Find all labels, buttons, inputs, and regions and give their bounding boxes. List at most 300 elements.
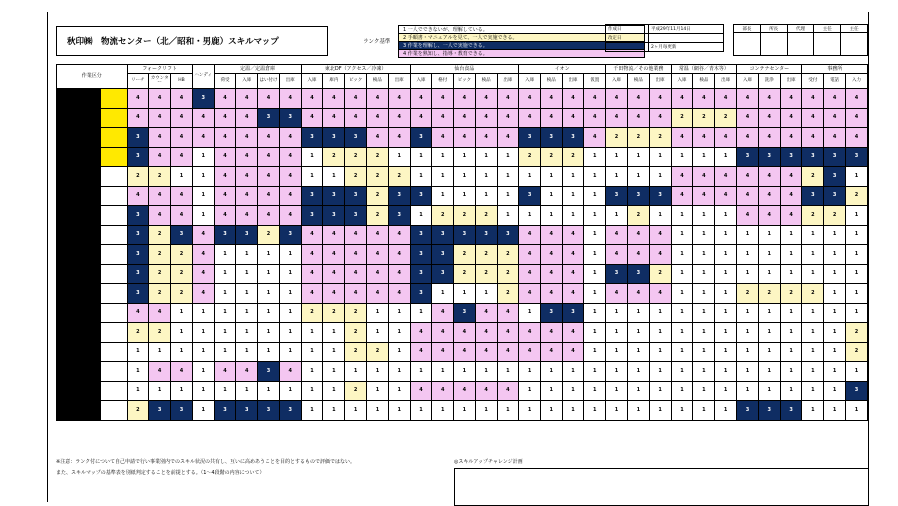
skill-rank-cell[interactable]: 1	[845, 245, 867, 265]
skill-rank-cell[interactable]: 2	[671, 108, 693, 128]
skill-rank-cell[interactable]: 4	[432, 323, 454, 343]
skill-rank-cell[interactable]: 1	[323, 167, 345, 187]
skill-rank-cell[interactable]: 4	[388, 245, 410, 265]
skill-rank-cell[interactable]: 1	[519, 362, 541, 382]
skill-rank-cell[interactable]: 1	[171, 323, 193, 343]
skill-rank-cell[interactable]: 1	[649, 381, 671, 401]
skill-rank-cell[interactable]: 1	[367, 323, 389, 343]
skill-rank-cell[interactable]: 4	[475, 128, 497, 148]
skill-rank-cell[interactable]: 1	[497, 362, 519, 382]
skill-rank-cell[interactable]: 1	[693, 284, 715, 304]
skill-rank-cell[interactable]: 3	[845, 147, 867, 167]
skill-rank-cell[interactable]: 1	[540, 206, 562, 226]
skill-rank-cell[interactable]: 4	[454, 342, 476, 362]
skill-rank-cell[interactable]: 1	[540, 401, 562, 421]
skill-rank-cell[interactable]: 2	[149, 284, 171, 304]
skill-rank-cell[interactable]: 1	[715, 225, 737, 245]
skill-rank-cell[interactable]: 1	[519, 381, 541, 401]
skill-rank-cell[interactable]: 1	[388, 401, 410, 421]
skill-rank-cell[interactable]: 4	[497, 381, 519, 401]
skill-rank-cell[interactable]: 1	[497, 401, 519, 421]
skill-rank-cell[interactable]: 2	[345, 167, 367, 187]
skill-rank-cell[interactable]: 3	[649, 186, 671, 206]
skill-rank-cell[interactable]: 2	[758, 284, 780, 304]
approval-stamp[interactable]	[787, 33, 814, 56]
skill-rank-cell[interactable]: 2	[454, 245, 476, 265]
skill-rank-cell[interactable]: 4	[301, 225, 323, 245]
skill-rank-cell[interactable]: 3	[519, 186, 541, 206]
skill-rank-cell[interactable]: 1	[258, 342, 280, 362]
skill-rank-cell[interactable]: 1	[192, 303, 214, 323]
skill-rank-cell[interactable]: 1	[432, 401, 454, 421]
skill-rank-cell[interactable]: 1	[693, 323, 715, 343]
skill-rank-cell[interactable]: 1	[737, 303, 759, 323]
skill-rank-cell[interactable]: 4	[410, 342, 432, 362]
skill-rank-cell[interactable]: 1	[671, 303, 693, 323]
skill-rank-cell[interactable]: 4	[540, 342, 562, 362]
skill-rank-cell[interactable]: 1	[715, 362, 737, 382]
skill-rank-cell[interactable]: 1	[758, 264, 780, 284]
skill-rank-cell[interactable]: 4	[214, 167, 236, 187]
skill-rank-cell[interactable]: 4	[627, 245, 649, 265]
skill-rank-cell[interactable]: 2	[149, 245, 171, 265]
skill-rank-cell[interactable]: 2	[149, 264, 171, 284]
skill-rank-cell[interactable]: 4	[780, 186, 802, 206]
skill-rank-cell[interactable]: 1	[214, 245, 236, 265]
skill-rank-cell[interactable]: 4	[758, 128, 780, 148]
skill-rank-cell[interactable]: 1	[214, 342, 236, 362]
skill-rank-cell[interactable]: 1	[345, 362, 367, 382]
skill-rank-cell[interactable]: 4	[519, 108, 541, 128]
skill-rank-cell[interactable]: 4	[236, 362, 258, 382]
skill-rank-cell[interactable]: 2	[171, 264, 193, 284]
skill-rank-cell[interactable]: 1	[192, 362, 214, 382]
skill-rank-cell[interactable]: 2	[497, 264, 519, 284]
skill-rank-cell[interactable]: 4	[258, 186, 280, 206]
skill-rank-cell[interactable]: 1	[584, 362, 606, 382]
skill-rank-cell[interactable]: 4	[649, 245, 671, 265]
skill-rank-cell[interactable]: 1	[475, 186, 497, 206]
skill-rank-cell[interactable]: 4	[279, 362, 301, 382]
skill-rank-cell[interactable]: 3	[454, 225, 476, 245]
skill-rank-cell[interactable]: 1	[475, 362, 497, 382]
skill-rank-cell[interactable]: 1	[519, 206, 541, 226]
skill-rank-cell[interactable]: 1	[388, 342, 410, 362]
skill-rank-cell[interactable]: 4	[519, 264, 541, 284]
skill-rank-cell[interactable]: 4	[715, 89, 737, 109]
skill-rank-cell[interactable]: 1	[301, 147, 323, 167]
skill-rank-cell[interactable]: 2	[323, 303, 345, 323]
skill-rank-cell[interactable]: 3	[562, 128, 584, 148]
skill-rank-cell[interactable]: 4	[127, 89, 149, 109]
skill-rank-cell[interactable]: 4	[367, 264, 389, 284]
skill-rank-cell[interactable]: 3	[410, 186, 432, 206]
skill-rank-cell[interactable]: 1	[715, 381, 737, 401]
skill-rank-cell[interactable]: 3	[824, 186, 846, 206]
skill-rank-cell[interactable]: 4	[236, 147, 258, 167]
skill-rank-cell[interactable]: 1	[279, 245, 301, 265]
skill-rank-cell[interactable]: 1	[606, 206, 628, 226]
skill-rank-cell[interactable]: 1	[671, 342, 693, 362]
skill-rank-cell[interactable]: 4	[519, 245, 541, 265]
skill-rank-cell[interactable]: 4	[737, 186, 759, 206]
skill-rank-cell[interactable]: 1	[693, 206, 715, 226]
skill-rank-cell[interactable]: 4	[171, 147, 193, 167]
skill-rank-cell[interactable]: 1	[584, 401, 606, 421]
skill-rank-cell[interactable]: 4	[562, 108, 584, 128]
skill-rank-cell[interactable]: 1	[127, 362, 149, 382]
approval-stamp[interactable]	[734, 33, 761, 56]
skill-rank-cell[interactable]: 1	[301, 167, 323, 187]
skill-rank-cell[interactable]: 1	[171, 381, 193, 401]
skill-rank-cell[interactable]: 1	[540, 381, 562, 401]
skill-rank-cell[interactable]: 1	[671, 206, 693, 226]
skill-rank-cell[interactable]: 3	[127, 284, 149, 304]
skill-rank-cell[interactable]: 4	[475, 323, 497, 343]
skill-rank-cell[interactable]: 1	[824, 303, 846, 323]
skill-rank-cell[interactable]: 2	[780, 284, 802, 304]
skill-rank-cell[interactable]: 4	[410, 381, 432, 401]
skill-rank-cell[interactable]: 2	[149, 323, 171, 343]
skill-rank-cell[interactable]: 1	[432, 362, 454, 382]
skill-rank-cell[interactable]: 3	[627, 186, 649, 206]
skill-rank-cell[interactable]: 1	[606, 401, 628, 421]
skill-rank-cell[interactable]: 3	[323, 186, 345, 206]
skill-rank-cell[interactable]: 4	[432, 89, 454, 109]
skill-rank-cell[interactable]: 3	[258, 401, 280, 421]
skill-rank-cell[interactable]: 4	[345, 108, 367, 128]
skill-rank-cell[interactable]: 4	[214, 362, 236, 382]
skill-rank-cell[interactable]: 1	[345, 401, 367, 421]
skill-rank-cell[interactable]: 2	[345, 381, 367, 401]
skill-rank-cell[interactable]: 3	[606, 186, 628, 206]
skill-rank-cell[interactable]: 1	[301, 362, 323, 382]
skill-rank-cell[interactable]: 1	[824, 264, 846, 284]
skill-rank-cell[interactable]: 1	[824, 342, 846, 362]
skill-rank-cell[interactable]: 3	[301, 206, 323, 226]
skill-rank-cell[interactable]: 4	[497, 303, 519, 323]
skill-rank-cell[interactable]: 4	[780, 128, 802, 148]
skill-rank-cell[interactable]: 3	[802, 147, 824, 167]
skill-rank-cell[interactable]: 2	[301, 303, 323, 323]
skill-rank-cell[interactable]: 3	[149, 401, 171, 421]
skill-rank-cell[interactable]: 3	[236, 401, 258, 421]
skill-rank-cell[interactable]: 1	[737, 323, 759, 343]
skill-rank-cell[interactable]: 4	[410, 108, 432, 128]
skill-rank-cell[interactable]: 2	[606, 128, 628, 148]
skill-rank-cell[interactable]: 4	[149, 206, 171, 226]
skill-rank-cell[interactable]: 3	[258, 362, 280, 382]
skill-rank-cell[interactable]: 1	[715, 284, 737, 304]
skill-rank-cell[interactable]: 4	[236, 89, 258, 109]
skill-rank-cell[interactable]: 1	[758, 245, 780, 265]
skill-rank-cell[interactable]: 1	[627, 167, 649, 187]
skill-rank-cell[interactable]: 1	[432, 186, 454, 206]
skill-rank-cell[interactable]: 4	[345, 245, 367, 265]
skill-rank-cell[interactable]: 1	[780, 381, 802, 401]
skill-rank-cell[interactable]: 4	[214, 147, 236, 167]
skill-rank-cell[interactable]: 4	[758, 206, 780, 226]
skill-rank-cell[interactable]: 1	[758, 225, 780, 245]
skill-rank-cell[interactable]: 1	[845, 401, 867, 421]
skill-rank-cell[interactable]: 1	[127, 342, 149, 362]
skill-rank-cell[interactable]: 2	[345, 323, 367, 343]
skill-rank-cell[interactable]: 2	[149, 167, 171, 187]
skill-rank-cell[interactable]: 2	[323, 147, 345, 167]
skill-rank-cell[interactable]: 4	[214, 89, 236, 109]
skill-rank-cell[interactable]: 1	[432, 147, 454, 167]
skill-rank-cell[interactable]: 2	[627, 206, 649, 226]
skill-rank-cell[interactable]: 4	[780, 89, 802, 109]
skill-rank-cell[interactable]: 4	[236, 206, 258, 226]
skill-rank-cell[interactable]: 1	[171, 342, 193, 362]
skill-rank-cell[interactable]: 1	[236, 245, 258, 265]
skill-rank-cell[interactable]: 4	[584, 108, 606, 128]
skill-rank-cell[interactable]: 1	[671, 323, 693, 343]
skill-rank-cell[interactable]: 1	[737, 264, 759, 284]
skill-rank-cell[interactable]: 2	[845, 323, 867, 343]
skill-rank-cell[interactable]: 1	[671, 245, 693, 265]
skill-rank-cell[interactable]: 1	[432, 167, 454, 187]
skill-rank-cell[interactable]: 4	[301, 284, 323, 304]
skill-rank-cell[interactable]: 1	[802, 264, 824, 284]
skill-rank-cell[interactable]: 2	[475, 264, 497, 284]
skill-rank-cell[interactable]: 1	[715, 323, 737, 343]
skill-rank-cell[interactable]: 1	[279, 381, 301, 401]
skill-rank-cell[interactable]: 4	[323, 264, 345, 284]
skill-rank-cell[interactable]: 4	[649, 89, 671, 109]
skill-rank-cell[interactable]: 3	[301, 128, 323, 148]
skill-rank-cell[interactable]: 1	[824, 323, 846, 343]
skill-rank-cell[interactable]: 4	[606, 225, 628, 245]
skill-rank-cell[interactable]: 4	[497, 128, 519, 148]
skill-rank-cell[interactable]: 1	[845, 206, 867, 226]
skill-rank-cell[interactable]: 4	[693, 186, 715, 206]
skill-rank-cell[interactable]: 1	[758, 381, 780, 401]
skill-rank-cell[interactable]: 1	[693, 264, 715, 284]
skill-rank-cell[interactable]: 1	[824, 284, 846, 304]
skill-rank-cell[interactable]: 1	[410, 401, 432, 421]
skill-rank-cell[interactable]: 1	[584, 264, 606, 284]
skill-rank-cell[interactable]: 4	[606, 245, 628, 265]
skill-rank-cell[interactable]: 1	[584, 147, 606, 167]
skill-rank-cell[interactable]: 2	[454, 264, 476, 284]
skill-rank-cell[interactable]: 1	[649, 206, 671, 226]
skill-rank-cell[interactable]: 1	[192, 342, 214, 362]
skill-rank-cell[interactable]: 1	[802, 362, 824, 382]
skill-rank-cell[interactable]: 4	[432, 128, 454, 148]
skill-rank-cell[interactable]: 1	[127, 381, 149, 401]
skill-rank-cell[interactable]: 3	[127, 264, 149, 284]
skill-rank-cell[interactable]: 1	[606, 362, 628, 382]
skill-rank-cell[interactable]: 4	[388, 264, 410, 284]
skill-rank-cell[interactable]: 4	[171, 186, 193, 206]
skill-rank-cell[interactable]: 4	[323, 89, 345, 109]
skill-rank-cell[interactable]: 4	[627, 89, 649, 109]
approval-stamp[interactable]	[814, 33, 841, 56]
skill-rank-cell[interactable]: 4	[127, 303, 149, 323]
skill-rank-cell[interactable]: 2	[258, 225, 280, 245]
skill-rank-cell[interactable]: 4	[214, 128, 236, 148]
skill-rank-cell[interactable]: 4	[627, 108, 649, 128]
skill-rank-cell[interactable]: 4	[715, 167, 737, 187]
skill-rank-cell[interactable]: 4	[562, 342, 584, 362]
skill-rank-cell[interactable]: 1	[192, 323, 214, 343]
skill-rank-cell[interactable]: 1	[606, 323, 628, 343]
skill-rank-cell[interactable]: 1	[758, 342, 780, 362]
skill-rank-cell[interactable]: 4	[519, 225, 541, 245]
skill-rank-cell[interactable]: 3	[627, 264, 649, 284]
skill-rank-cell[interactable]: 1	[562, 401, 584, 421]
skill-rank-cell[interactable]: 1	[497, 167, 519, 187]
skill-rank-cell[interactable]: 1	[279, 284, 301, 304]
skill-rank-cell[interactable]: 1	[540, 362, 562, 382]
skill-rank-cell[interactable]: 3	[192, 89, 214, 109]
skill-rank-cell[interactable]: 3	[758, 147, 780, 167]
skill-rank-cell[interactable]: 4	[737, 167, 759, 187]
skill-rank-cell[interactable]: 1	[802, 225, 824, 245]
skill-rank-cell[interactable]: 4	[824, 89, 846, 109]
skill-rank-cell[interactable]: 4	[737, 108, 759, 128]
skill-rank-cell[interactable]: 3	[345, 206, 367, 226]
skill-rank-cell[interactable]: 1	[737, 342, 759, 362]
skill-rank-cell[interactable]: 3	[410, 225, 432, 245]
skill-rank-cell[interactable]: 4	[171, 206, 193, 226]
skill-rank-cell[interactable]: 1	[475, 167, 497, 187]
skill-rank-cell[interactable]: 1	[824, 245, 846, 265]
skill-rank-cell[interactable]: 1	[236, 381, 258, 401]
skill-rank-cell[interactable]: 1	[192, 147, 214, 167]
skill-rank-cell[interactable]: 1	[562, 381, 584, 401]
skill-rank-cell[interactable]: 1	[824, 225, 846, 245]
skill-rank-cell[interactable]: 4	[454, 89, 476, 109]
skill-rank-cell[interactable]: 1	[715, 147, 737, 167]
skill-rank-cell[interactable]: 4	[279, 167, 301, 187]
skill-rank-cell[interactable]: 1	[323, 381, 345, 401]
skill-rank-cell[interactable]: 1	[671, 264, 693, 284]
skill-rank-cell[interactable]: 2	[497, 284, 519, 304]
skill-rank-cell[interactable]: 1	[584, 167, 606, 187]
skill-rank-cell[interactable]: 4	[737, 206, 759, 226]
skill-rank-cell[interactable]: 4	[258, 128, 280, 148]
skill-rank-cell[interactable]: 1	[693, 381, 715, 401]
skill-rank-cell[interactable]: 2	[127, 401, 149, 421]
skill-rank-cell[interactable]: 1	[584, 186, 606, 206]
skill-rank-cell[interactable]: 3	[345, 128, 367, 148]
skill-rank-cell[interactable]: 2	[845, 186, 867, 206]
skill-rank-cell[interactable]: 1	[758, 323, 780, 343]
skill-rank-cell[interactable]: 3	[410, 284, 432, 304]
skill-rank-cell[interactable]: 4	[780, 206, 802, 226]
skill-rank-cell[interactable]: 2	[367, 206, 389, 226]
skill-rank-cell[interactable]: 2	[802, 206, 824, 226]
skill-rank-cell[interactable]: 4	[279, 147, 301, 167]
skill-rank-cell[interactable]: 1	[214, 284, 236, 304]
skill-rank-cell[interactable]: 1	[149, 381, 171, 401]
skill-rank-cell[interactable]: 1	[802, 245, 824, 265]
skill-rank-cell[interactable]: 1	[388, 147, 410, 167]
skill-rank-cell[interactable]: 4	[149, 89, 171, 109]
skill-rank-cell[interactable]: 1	[258, 284, 280, 304]
skill-rank-cell[interactable]: 4	[671, 167, 693, 187]
skill-rank-cell[interactable]: 1	[279, 342, 301, 362]
skill-rank-cell[interactable]: 1	[584, 206, 606, 226]
skill-rank-cell[interactable]: 4	[758, 186, 780, 206]
skill-rank-cell[interactable]: 4	[671, 128, 693, 148]
skill-rank-cell[interactable]: 3	[345, 186, 367, 206]
skill-rank-cell[interactable]: 1	[780, 323, 802, 343]
skill-rank-cell[interactable]: 1	[562, 206, 584, 226]
skill-rank-cell[interactable]: 4	[127, 108, 149, 128]
skill-rank-cell[interactable]: 2	[627, 128, 649, 148]
skill-rank-cell[interactable]: 1	[715, 206, 737, 226]
skill-rank-cell[interactable]: 4	[606, 284, 628, 304]
skill-rank-cell[interactable]: 1	[715, 303, 737, 323]
skill-rank-cell[interactable]: 2	[497, 245, 519, 265]
skill-rank-cell[interactable]: 4	[367, 89, 389, 109]
skill-rank-cell[interactable]: 3	[432, 225, 454, 245]
skill-rank-cell[interactable]: 1	[171, 303, 193, 323]
skill-rank-cell[interactable]: 4	[824, 108, 846, 128]
skill-rank-cell[interactable]: 4	[236, 186, 258, 206]
skill-rank-cell[interactable]: 1	[236, 264, 258, 284]
skill-rank-cell[interactable]: 3	[475, 225, 497, 245]
skill-rank-cell[interactable]: 1	[606, 167, 628, 187]
skill-rank-cell[interactable]: 4	[367, 108, 389, 128]
skill-rank-cell[interactable]: 1	[693, 303, 715, 323]
skill-rank-cell[interactable]: 2	[454, 206, 476, 226]
skill-rank-cell[interactable]: 4	[323, 225, 345, 245]
skill-rank-cell[interactable]: 2	[715, 108, 737, 128]
skill-rank-cell[interactable]: 1	[649, 303, 671, 323]
skill-rank-cell[interactable]: 4	[715, 128, 737, 148]
skill-rank-cell[interactable]: 3	[279, 108, 301, 128]
skill-rank-cell[interactable]: 1	[519, 401, 541, 421]
skill-rank-cell[interactable]: 4	[824, 128, 846, 148]
skill-rank-cell[interactable]: 1	[236, 323, 258, 343]
skill-rank-cell[interactable]: 1	[627, 147, 649, 167]
skill-rank-cell[interactable]: 1	[627, 323, 649, 343]
skill-rank-cell[interactable]: 1	[388, 323, 410, 343]
skill-rank-cell[interactable]: 1	[301, 342, 323, 362]
skill-rank-cell[interactable]: 4	[301, 108, 323, 128]
skill-rank-cell[interactable]: 4	[540, 264, 562, 284]
skill-rank-cell[interactable]: 1	[584, 245, 606, 265]
skill-rank-cell[interactable]: 4	[584, 89, 606, 109]
skill-rank-cell[interactable]: 1	[323, 342, 345, 362]
skill-rank-cell[interactable]: 4	[540, 284, 562, 304]
skill-rank-cell[interactable]: 1	[627, 381, 649, 401]
skill-rank-cell[interactable]: 1	[367, 401, 389, 421]
skill-rank-cell[interactable]: 4	[432, 108, 454, 128]
skill-rank-cell[interactable]: 3	[127, 245, 149, 265]
skill-rank-cell[interactable]: 1	[584, 342, 606, 362]
skill-rank-cell[interactable]: 4	[475, 303, 497, 323]
skill-rank-cell[interactable]: 3	[824, 167, 846, 187]
skill-rank-cell[interactable]: 1	[388, 381, 410, 401]
skill-rank-cell[interactable]: 4	[540, 245, 562, 265]
skill-rank-cell[interactable]: 1	[388, 362, 410, 382]
skill-rank-cell[interactable]: 1	[802, 401, 824, 421]
skill-rank-cell[interactable]: 3	[824, 147, 846, 167]
skill-rank-cell[interactable]: 1	[737, 362, 759, 382]
skill-rank-cell[interactable]: 1	[693, 342, 715, 362]
skill-rank-cell[interactable]: 1	[693, 401, 715, 421]
skill-rank-cell[interactable]: 3	[780, 147, 802, 167]
skill-rank-cell[interactable]: 1	[192, 381, 214, 401]
skill-rank-cell[interactable]: 1	[671, 362, 693, 382]
skill-rank-cell[interactable]: 1	[845, 362, 867, 382]
